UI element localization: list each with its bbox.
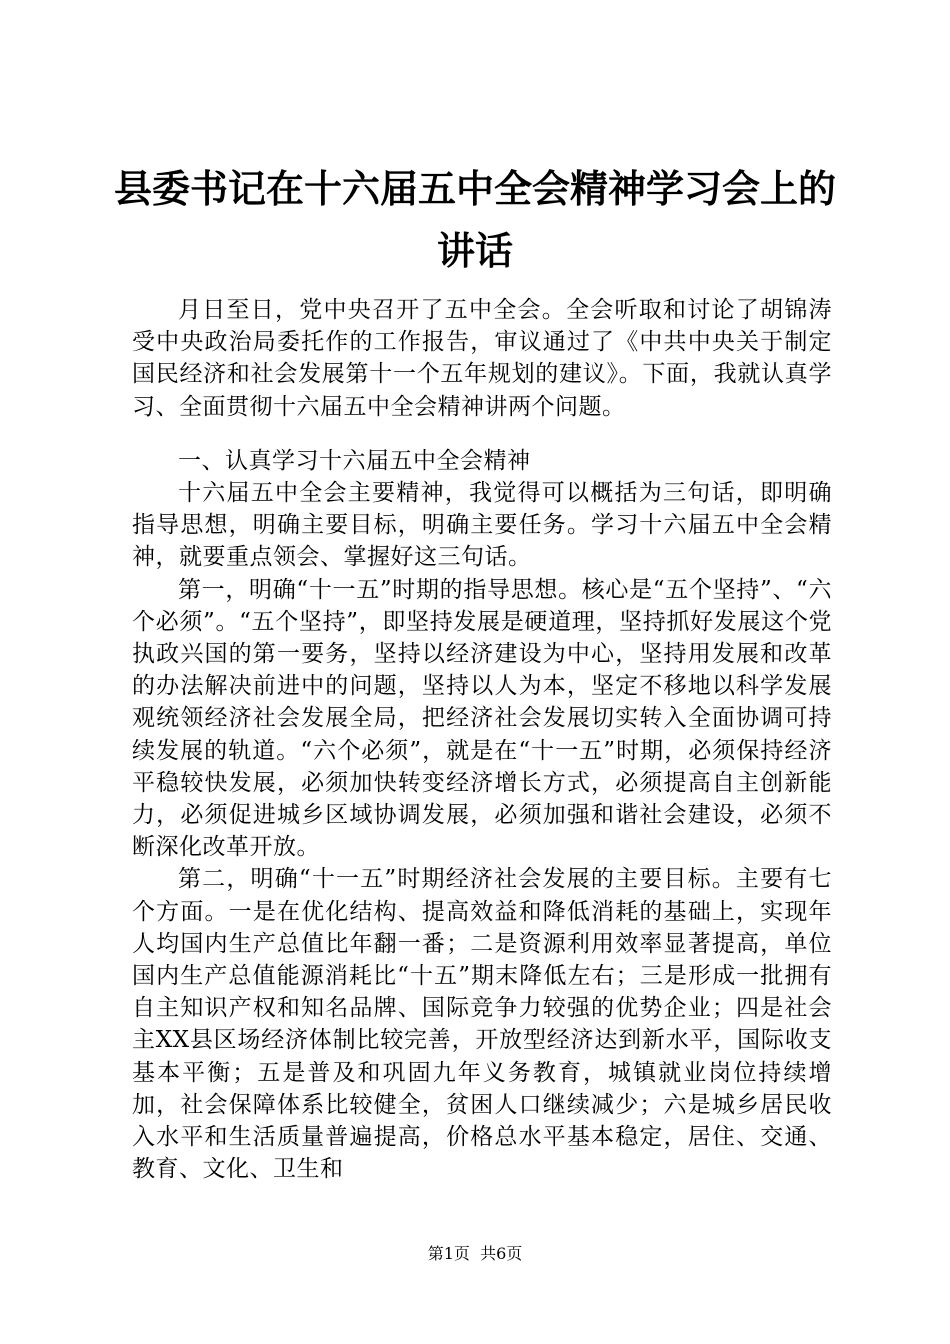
page-number: 第1页 xyxy=(427,1244,470,1263)
paragraph-intro: 月日至日，党中央召开了五中全会。全会听取和讨论了胡锦涛受中央政治局委托作的工作报告，审议通过了《中共中央关于制定国民经济和社会发展第十一个五年规划的建议》。下面，我就认真学习、全面贯彻十六届五中全会精神讲两个问题。 xyxy=(132,297,832,420)
page-total: 共6页 xyxy=(480,1244,523,1263)
paragraph-main-goals: 第二，明确“十一五”时期经济社会发展的主要目标。主要有七个方面。一是在优化结构、提高效益和降低消耗的基础上，实现年人均国内生产总值比年翻一番；二是资源利用效率显著提高，单位国内生产总值能源消耗比“十五”期末降低左右；三是形成一批拥有自主知识产权和知名品牌、国际竞争力较强的优势企业；四是社会主XX县区场经济体制比较完善，开放型经济达到新水平，国际收支基本平衡；五是普及和巩固九年义务教育，城镇就业岗位持续增加，社会保障体系比较健全，贫困人口继续减少；六是城乡居民收入水平和生活质量普遍提高，价格总水平基本稳定，居住、交通、教育、文化、卫生和 xyxy=(132,866,832,1183)
paragraph-guiding-thought: 第一，明确“十一五”时期的指导思想。核心是“五个坚持”、“六个必须”。“五个坚持”，即坚持发展是硬道理，坚持抓好发展这个党执政兴国的第一要务，坚持以经济建设为中心，坚持用发展和改革的办法解决前进中的问题，坚持以人为本，坚定不移地以科学发展观统领经济社会发展全局，把经济社会发展切实转入全面协调可持续发展的轨道。“六个必须”，就是在“十一五”时期，必须保持经济平稳较快发展，必须加快转变经济增长方式，必须提高自主创新能力，必须促进城乡区域协调发展，必须加强和谐社会建设，必须不断深化改革开放。 xyxy=(132,576,832,861)
page-title: 县委书记在十六届五中全会精神学习会上的讲话 xyxy=(113,166,836,273)
document-body xyxy=(132,294,832,1185)
section-heading-1: 一、认真学习十六届五中全会精神 xyxy=(178,447,531,474)
page-footer xyxy=(0,1244,950,1264)
paragraph-summary: 十六届五中全会主要精神，我觉得可以概括为三句话，即明确指导思想，明确主要目标，明确主要任务。学习十六届五中全会精神，就要重点领会、掌握好这三句话。 xyxy=(132,480,832,571)
